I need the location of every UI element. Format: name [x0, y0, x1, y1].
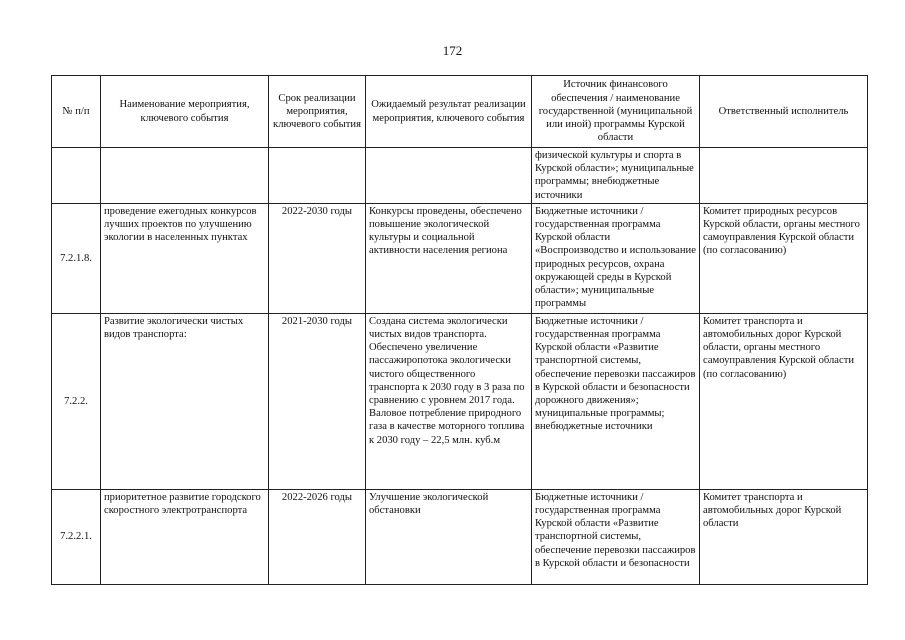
table-row	[52, 489, 868, 584]
header-name: Наименование мероприятия, ключевого события	[101, 76, 269, 148]
row-responsible	[700, 148, 868, 204]
row-term: 2022-2026 годы	[269, 489, 366, 584]
row-name: Развитие экологически чистых видов транспорта:	[101, 313, 269, 489]
header-result: Ожидаемый результат реализации мероприятия, ключевого события	[366, 76, 532, 148]
table-row	[52, 148, 868, 204]
row-result: Конкурсы проведены, обеспечено повышение экологической культуры и социальной активности населения региона	[366, 203, 532, 313]
row-term: 2021-2030 годы	[269, 313, 366, 489]
row-result: Улучшение экологической обстановки	[366, 489, 532, 584]
row-name: приоритетное развитие городского скоростного электротранспорта	[101, 489, 269, 584]
page-number: 172	[442, 43, 463, 58]
row-result: Создана система экологически чистых видов транспорта. Обеспечено увеличение пассажиропотока экологически чистого общественного транспорта к 2030 году в 3 раза по сравнению с уровнем 2017 года. Валовое потребление природного газа в качестве моторного топлива к 2030 году – 22,5 млн. куб.м	[366, 313, 532, 489]
row-responsible: Комитет транспорта и автомобильных дорог Курской области, органы местного самоуправления Курской области (по согласованию)	[700, 313, 868, 489]
header-num: № п/п	[52, 76, 101, 148]
row-term	[269, 148, 366, 204]
measures-table	[51, 75, 868, 585]
header-term: Срок реализации мероприятия, ключевого события	[269, 76, 366, 148]
row-num: 7.2.1.8.	[52, 203, 101, 313]
row-num: 7.2.2.1.	[52, 489, 101, 584]
row-num: 7.2.2.	[52, 313, 101, 489]
header-responsible: Ответственный исполнитель	[700, 76, 868, 148]
row-source: физической культуры и спорта в Курской области»; муниципальные программы; внебюджетные источники	[532, 148, 700, 204]
table-row	[52, 313, 868, 489]
row-num	[52, 148, 101, 204]
row-name	[101, 148, 269, 204]
table-row	[52, 203, 868, 313]
header-source: Источник финансового обеспечения / наименование государственной (муниципальной или иной) программы Курской области	[532, 76, 700, 148]
row-responsible: Комитет транспорта и автомобильных дорог Курской области	[700, 489, 868, 584]
row-source: Бюджетные источники / государственная программа Курской области «Развитие транспортной системы, обеспечение перевозки пассажиров в Курской области и безопасности	[532, 489, 700, 584]
row-responsible: Комитет природных ресурсов Курской области, органы местного самоуправления Курской области (по согласованию)	[700, 203, 868, 313]
row-source: Бюджетные источники / государственная программа Курской области «Развитие транспортной системы, обеспечение перевозки пассажиров в Курской области и безопасности дорожного движения»; муниципальные программы; внебюджетные источники	[532, 313, 700, 489]
row-result	[366, 148, 532, 204]
row-source: Бюджетные источники / государственная программа Курской области «Воспроизводство и использование природных ресурсов, охрана окружающей среды в Курской области»; муниципальные программы	[532, 203, 700, 313]
row-term: 2022-2030 годы	[269, 203, 366, 313]
row-name: проведение ежегодных конкурсов лучших проектов по улучшению экологии в населенных пунктах	[101, 203, 269, 313]
table-header-row	[52, 76, 868, 148]
